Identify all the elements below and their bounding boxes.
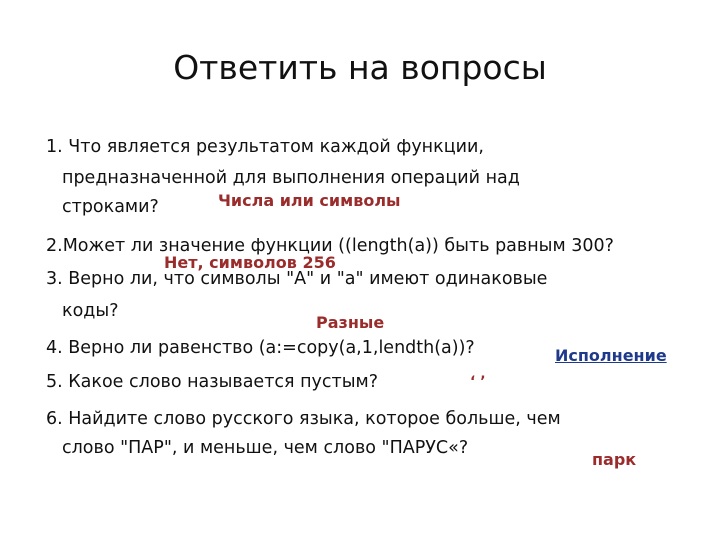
answer-4: Исполнение	[555, 346, 667, 365]
answer-1: Числа или символы	[218, 191, 401, 210]
question-6-line-1: 6. Найдите слово русского языка, которое больше, чем	[46, 409, 561, 429]
answer-6: парк	[592, 450, 637, 469]
question-3-line-2: коды?	[62, 301, 119, 321]
question-5-line-1: 5. Какое слово называется пустым?	[46, 372, 379, 392]
slide-title: Ответить на вопросы	[173, 48, 547, 87]
answer-3: Разные	[316, 313, 385, 332]
question-4-line-1: 4. Верно ли равенство (a:=copy(a,1,lendth(a))?	[46, 338, 475, 358]
answer-2: Нет, символов 256	[164, 253, 336, 272]
question-6-line-2: слово "ПАР", и меньше, чем слово "ПАРУС«?	[62, 438, 469, 458]
question-1-line-1: 1. Что является результатом каждой функции,	[46, 137, 484, 157]
question-1-line-3: строками?	[62, 197, 159, 217]
question-1-line-2: предназначенной для выполнения операций над	[62, 168, 520, 188]
answer-5: ‘ ’	[470, 374, 486, 390]
question-2-line-1: 2.Может ли значение функции ((length(a)) быть равным 300?	[46, 236, 614, 256]
question-3-line-1: 3. Верно ли, что символы "А" и "а" имеют одинаковые	[46, 269, 548, 289]
